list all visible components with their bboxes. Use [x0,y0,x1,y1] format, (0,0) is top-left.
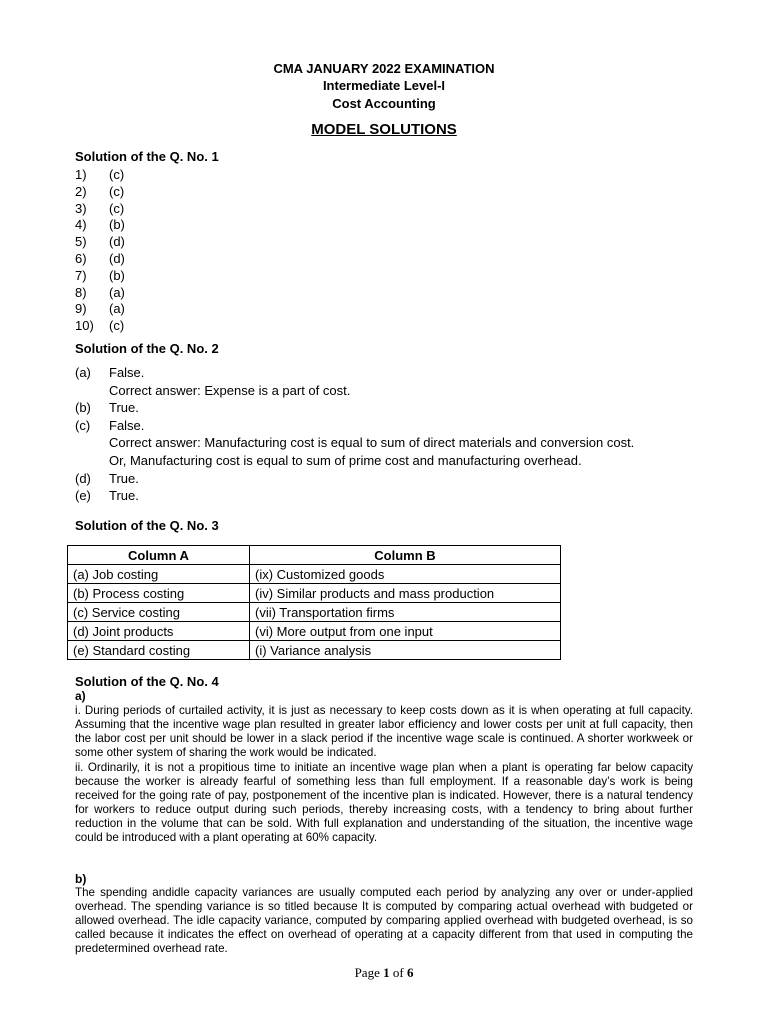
list-item: (a) False. [75,365,145,380]
q4-part-a-label: a) [75,689,86,703]
table-cell: (vi) More output from one input [250,622,561,641]
list-item: (e) True. [75,488,139,504]
page-number: Page 1 of 6 [354,965,414,980]
list-item: Correct answer: Manufacturing cost is equal to sum of direct materials and conversion cost. [109,435,635,451]
exam-subject: Cost Accounting [332,96,436,111]
q4-part-a-paragraph-2: ii. Ordinarily, it is not a propitious time to initiate an incentive wage plan when a plant is operating far below capacity because the worker is already fearful of something less than full employment. If a reasonable day’s work is being received for the going rate of pay, postponement of the incentive plan is indicated. However, there is a natural tendency for workers to reduce output during such periods, thereby increasing costs, with a tendency to bring about further reduction in the volume that can be sold. With full explanation and understanding of the situation, the incentive wage could be introduced with a plant operating at 60% capacity. [75,761,693,845]
exam-title: CMA JANUARY 2022 EXAMINATION [273,61,495,76]
table-cell: (b) Process costing [68,584,250,603]
table-cell: (d) Joint products [68,622,250,641]
q4-part-b-label: b) [75,872,87,886]
table-row [68,565,561,584]
list-item: (d) True. [75,470,139,486]
table-cell: (ix) Customized goods [250,565,561,584]
q1-heading: Solution of the Q. No. 1 [75,149,219,164]
column-b-header: Column B [250,546,561,565]
table-row [68,584,561,603]
list-item: Or, Manufacturing cost is equal to sum of prime cost and manufacturing overhead. [109,452,582,468]
table-cell: (iv) Similar products and mass production [250,584,561,603]
table-row [68,641,561,660]
document-page: CMA JANUARY 2022 EXAMINATION Intermediate Level-I Cost Accounting MODEL SOLUTIONS Solution of the Q. No. 1 1) (c) 2) (c) 3) (c) 4) (b) 5) (d) 6) (d) 7) (b) 8) (a) 9) (a) 10) (c) Solution of the Q. No. 2 (a) False. Correct answer: Expense is a part of cost. (b) True. (c) False. Correct answer: Manufacturing cost is equal to sum of direct materials and conversion cost. Or, Manufacturing cost is equal to sum of prime cost and manufacturing overhead. (d) True. (e) True. Solution of the Q. No. 3 Column A Column B (a) Job costing (ix) Customized goods (b) Process costing (iv) Similar products and mass production (c) Service costing (vii) Transportation firms (d) Joint products (vi) More output from one input (e) Standard costing (i) Variance analysis Solution of the Q. No. 4 a) i. During periods of curtailed activity, it is just as necessary to keep costs down as it is when operating at full capacity. Assuming that the incentive wage plan resulted in greater labor efficiency and lower costs per unit at full capacity, then the labor cost per unit should be lower in a slack period if the incentive wage scale is continued. A shorter workweek or some other system of sharing the work would be indicated. ii. Ordinarily, it is not a propitious time to initiate an incentive wage plan when a plant is operating far below capacity because the worker is already fearful of something less than full employment. If a reasonable day’s work is being received for the going rate of pay, postponement of the incentive plan is indicated. However, there is a natural tendency for workers to reduce output during such periods, thereby increasing costs, with a tendency to bring about further reduction in the volume that can be sold. With full explanation and understanding of the situation, the incentive wage could be introduced with a plant operating at 60% capacity. b) The spending andidle capacity variances are usually computed each period by analyzing any over or under-applied overhead. The spending variance is so titled because It is computed by comparing actual overhead with budgeted or allowed overhead. The idle capacity variance, computed by comparing applied overhead with budgeted overhead, is so called because it indicates the effect on overhead of operating at a capacity different from that used in computing the predetermined overhead rate. Page 1 of 6 [0,0,768,1024]
q4-part-b-paragraph: The spending andidle capacity variances are usually computed each period by analyzing any over or under-applied overhead. The spending variance is so titled because It is computed by comparing actual overhead with budgeted or allowed overhead. The idle capacity variance, computed by comparing applied overhead with budgeted overhead, is so called because it indicates the effect on overhead of operating at a capacity different from that used in computing the predetermined overhead rate. [75,886,693,956]
list-item: (c) False. [75,417,145,433]
table-cell: (a) Job costing [68,565,250,584]
exam-level: Intermediate Level-I [322,78,446,93]
q2-heading: Solution of the Q. No. 2 [75,341,219,356]
list-item: (b) True. [75,400,139,416]
q3-heading: Solution of the Q. No. 3 [75,518,219,533]
table-cell: (c) Service costing [68,603,250,622]
table-row [68,603,561,622]
table-cell: (e) Standard costing [68,641,250,660]
table-row [68,622,561,641]
document-title: MODEL SOLUTIONS [311,121,457,138]
table-cell: (i) Variance analysis [250,641,561,660]
list-item: Correct answer: Expense is a part of cost. [109,382,351,398]
table-cell: (vii) Transportation firms [250,603,561,622]
column-a-header: Column A [68,546,250,565]
q2-answer-list [75,364,715,505]
q4-heading: Solution of the Q. No. 4 [75,674,219,689]
table-header-row [68,546,561,565]
q4-part-a-paragraph-1: i. During periods of curtailed activity, it is just as necessary to keep costs down as it is when operating at full capacity. Assuming that the incentive wage plan resulted in greater labor efficiency and lower costs per unit at full capacity, then the labor cost per unit should be lower in a slack period if the incentive wage scale is continued. A shorter workweek or some other system of sharing the work would be indicated. [75,704,693,760]
matching-table [67,545,561,660]
